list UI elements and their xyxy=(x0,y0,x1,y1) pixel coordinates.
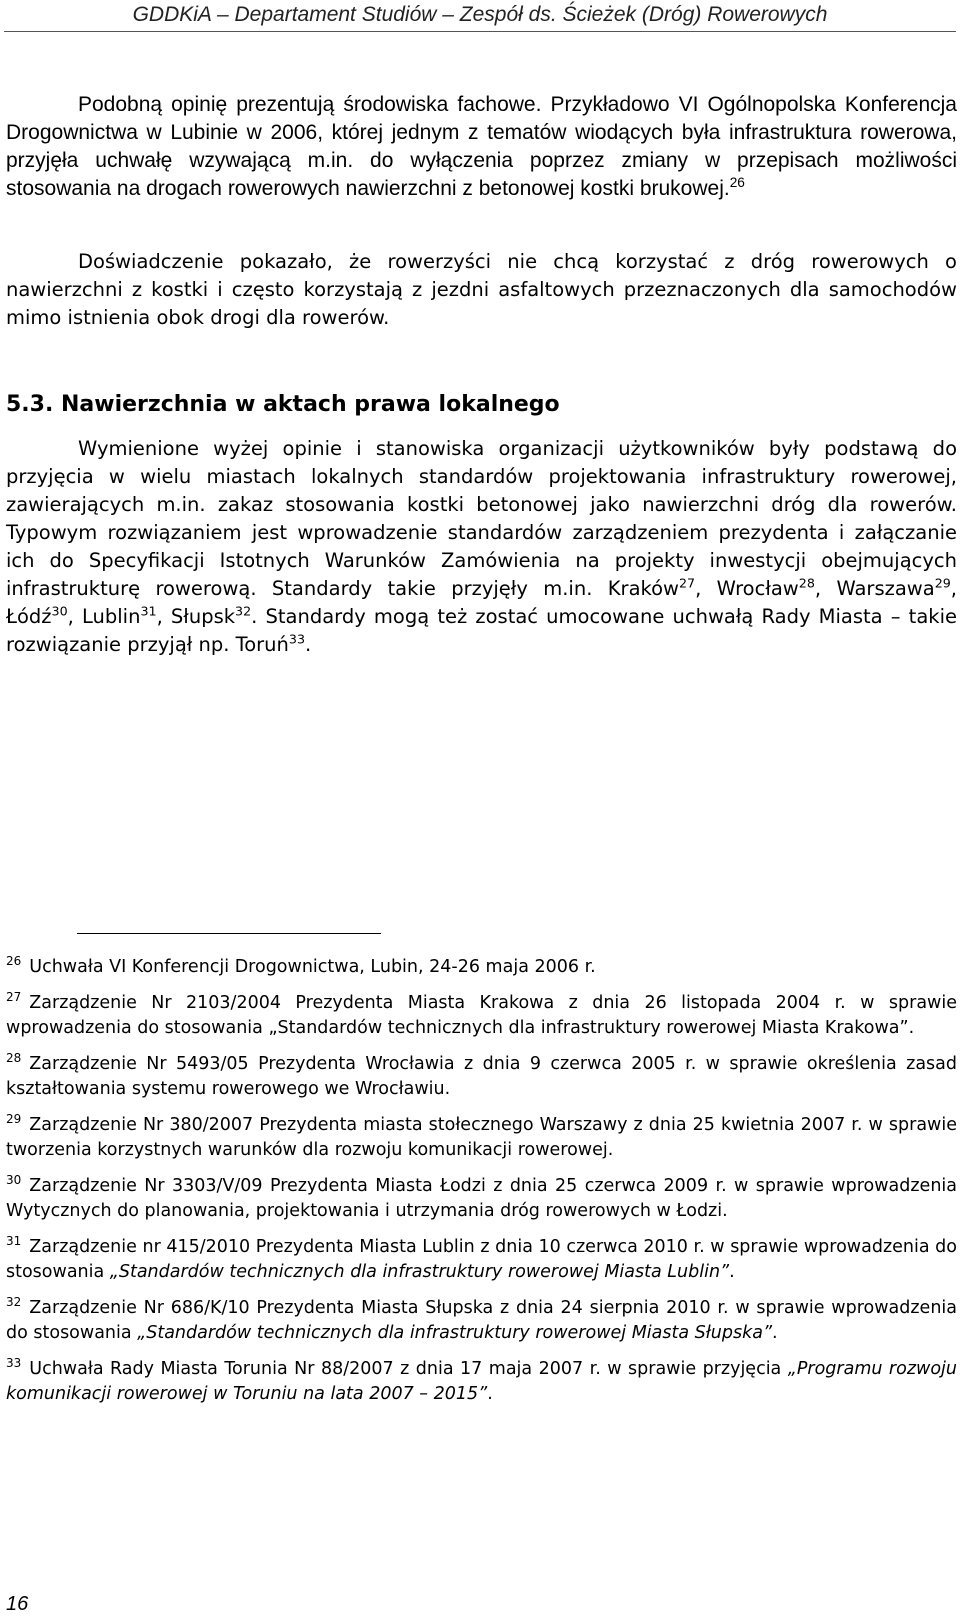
footnote-ref-28[interactable]: 28 xyxy=(798,575,815,591)
footnote-separator xyxy=(77,933,381,934)
footnote-ref-29[interactable]: 29 xyxy=(934,575,951,591)
footnote-tail: . xyxy=(487,1384,493,1404)
paragraph-experience: Doświadczenie pokazało, że rowerzyści nie chcą korzystać z dróg rowerowych o nawierzchni z kostki i często korzystają z jezdni asfaltowych przeznaczonych dla samochodów mimo istnienia obok drogi dla rowerów. xyxy=(6,250,957,329)
footnote-title-italic: „Standardów technicznych dla infrastruktury rowerowej Miasta Lublin” xyxy=(109,1262,730,1282)
footnote-title-italic: „Standardów technicznych dla infrastruktury rowerowej Miasta Słupska” xyxy=(137,1323,773,1343)
footnote-number: 26 xyxy=(6,954,22,969)
header-rule xyxy=(4,31,956,32)
footnote-tail: . xyxy=(729,1262,735,1282)
city-text: , Łódź xyxy=(6,577,957,628)
footnote-ref-30[interactable]: 30 xyxy=(51,603,68,619)
footnote-text: Zarządzenie Nr 380/2007 Prezydenta miasta stołecznego Warszawy z dnia 25 kwietnia 2007 r. w sprawie tworzenia korzystnych warunków dla rozwoju komunikacji rowerowej. xyxy=(6,1114,957,1160)
footnote-text: Uchwała VI Konferencji Drogownictwa, Lubin, 24-26 maja 2006 r. xyxy=(29,957,596,977)
footnote-33 xyxy=(6,1357,957,1408)
footnote-32 xyxy=(6,1296,957,1347)
footnote-title-italic: „Programu rozwoju komunikacji rowerowej w Toruniu na lata 2007 – 2015” xyxy=(6,1358,957,1404)
city-text: , Wrocław xyxy=(695,577,799,600)
footnote-text: Zarządzenie Nr 2103/2004 Prezydenta Miasta Krakowa z dnia 26 listopada 2004 r. w sprawie wprowadzenia do stosowania „Standardów technicznych dla infrastruktury rowerowej Miasta Krakowa”. xyxy=(6,992,957,1038)
footnote-ref-26[interactable]: 26 xyxy=(729,175,745,190)
footnote-text: Uchwała Rady Miasta Torunia Nr 88/2007 z dnia 17 maja 2007 r. w sprawie przyjęcia xyxy=(29,1358,788,1379)
footnote-ref-31[interactable]: 31 xyxy=(140,603,157,619)
footnote-26 xyxy=(6,955,957,981)
section-heading: 5.3. Nawierzchnia w aktach prawa lokalnego xyxy=(6,392,560,417)
paragraph-end: . xyxy=(305,633,312,656)
footnote-text: Zarządzenie Nr 686/K/10 Prezydenta Miasta Słupska z dnia 24 sierpnia 2010 r. w sprawie wprowadzenia do stosowania xyxy=(6,1297,957,1343)
paragraph-local-law xyxy=(6,435,957,659)
city-text: , Lublin xyxy=(67,605,141,628)
city-text: , Warszawa xyxy=(814,577,935,600)
city-text: , Słupsk xyxy=(156,605,236,628)
footnote-31 xyxy=(6,1235,957,1286)
footnote-ref-32[interactable]: 32 xyxy=(235,603,252,619)
paragraph-text: Podobną opinię prezentują środowiska fachowe. Przykładowo VI Ogólnopolska Konferencja Drogownictwa w Lubinie w 2006, której jednym z tematów wiodących była infrastruktura rowerowa, przyjęła uchwałę wzywającą m.in. do wyłączenia poprzez zmiany w przepisach możliwości stosowania na drogach rowerowych nawierzchni z betonowej kostki brukowej. xyxy=(6,93,957,200)
footnotes xyxy=(6,955,957,1418)
footnote-27 xyxy=(6,991,957,1042)
footnote-number: 29 xyxy=(6,1111,22,1126)
page-number: 16 xyxy=(6,1593,29,1615)
paragraph-text: . Standardy mogą też zostać umocowane uchwałą Rady Miasta – takie rozwiązanie przyjął np. Toruń xyxy=(6,605,957,656)
footnote-number: 28 xyxy=(6,1050,22,1065)
footnote-number: 30 xyxy=(6,1172,22,1187)
footnote-text: Zarządzenie nr 415/2010 Prezydenta Miasta Lublin z dnia 10 czerwca 2010 r. w sprawie wprowadzenia do stosowania xyxy=(6,1236,957,1282)
footnote-ref-27[interactable]: 27 xyxy=(679,575,696,591)
footnote-tail: . xyxy=(772,1323,778,1343)
footnote-ref-33[interactable]: 33 xyxy=(288,631,306,647)
footnote-number: 27 xyxy=(6,989,22,1004)
footnote-29 xyxy=(6,1113,957,1164)
running-header: GDDKiA – Departament Studiów – Zespół ds. Ścieżek (Dróg) Rowerowych xyxy=(132,3,828,26)
footnote-number: 33 xyxy=(6,1355,22,1370)
paragraph-text: Wymienione wyżej opinie i stanowiska organizacji użytkowników były podstawą do przyjęcia w wielu miastach lokalnych standardów projektowania infrastruktury rowerowej, zawierających m.in. zakaz stosowania kostki betonowej jako nawierzchni dróg dla rowerów. Typowym rozwiązaniem jest wprowadzenie standardów zarządzeniem prezydenta i załączanie ich do Specyfikacji Istotnych Warunków Zamówienia na projekty inwestycji obejmujących infrastrukturę rowerową. Standardy takie przyjęły m.in. Kraków xyxy=(6,437,957,600)
footnote-28 xyxy=(6,1052,957,1103)
footnote-number: 32 xyxy=(6,1294,22,1309)
footnote-30 xyxy=(6,1174,957,1225)
footnote-text: Zarządzenie Nr 5493/05 Prezydenta Wrocławia z dnia 9 czerwca 2005 r. w sprawie określenia zasad kształtowania systemu rowerowego we Wrocławiu. xyxy=(6,1053,957,1099)
footnote-text: Zarządzenie Nr 3303/V/09 Prezydenta Miasta Łodzi z dnia 25 czerwca 2009 r. w sprawie wprowadzenia Wytycznych do planowania, projektowania i utrzymania dróg rowerowych w Łodzi. xyxy=(6,1175,957,1221)
footnote-number: 31 xyxy=(6,1233,22,1248)
paragraph-expert-opinion xyxy=(6,91,957,203)
